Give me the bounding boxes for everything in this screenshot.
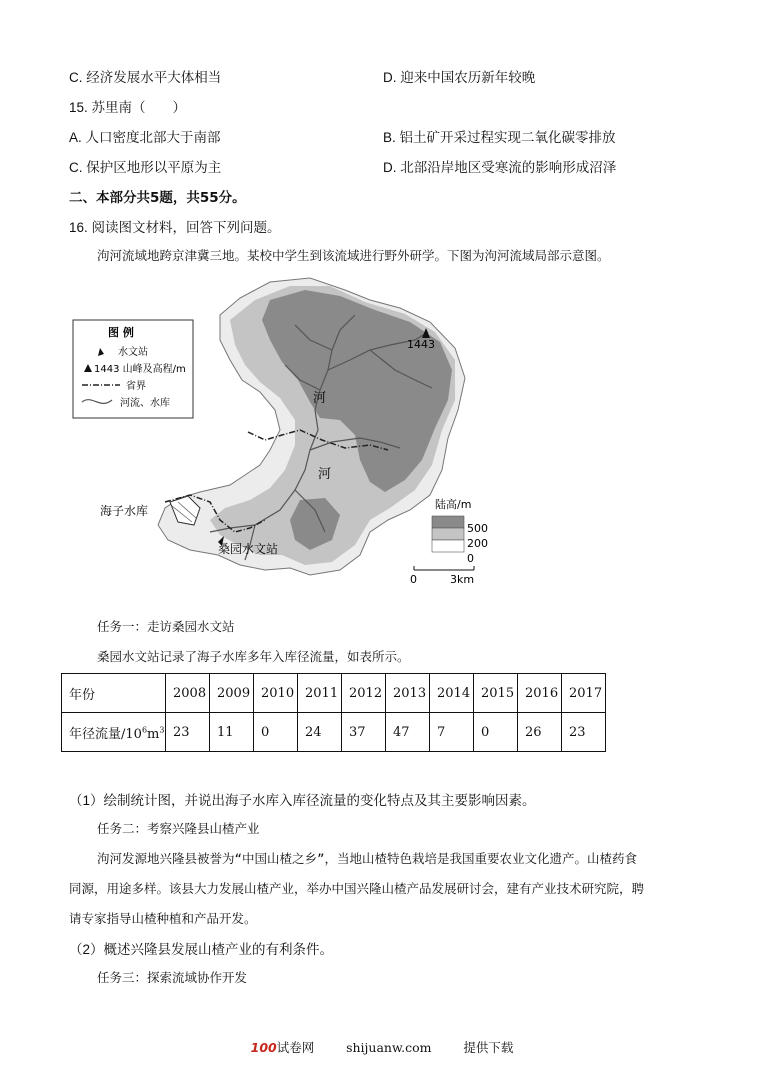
q15-option-d: D. 北部沿岸地区受寒流的影响形成沼泽	[383, 160, 617, 175]
scale-end: 3km	[450, 573, 475, 586]
table-row-flows	[62, 713, 606, 752]
flow-cell: 23	[166, 713, 210, 752]
task1-text: 桑园水文站记录了海子水库多年入库径流量，如表所示。	[97, 649, 410, 664]
page-footer	[0, 1038, 764, 1056]
task1-title: 任务一：走访桑园水文站	[97, 619, 235, 634]
q15-option-a: A. 人口密度北部大于南部	[69, 130, 221, 145]
scale-zero: 0	[410, 573, 417, 586]
q15-option-b: B. 铝土矿开采过程实现二氧化碳零排放	[383, 130, 616, 145]
elevation-500: 500	[467, 522, 488, 535]
peak-label: 1443	[407, 338, 435, 351]
year-cell: 2013	[386, 674, 430, 713]
task2-para-line3: 请专家指导山楂种植和产品开发。	[69, 911, 257, 926]
row-label-flow: 年径流量$/10^6m^3$	[62, 713, 166, 752]
q16-intro: 泃河流域地跨京津冀三地。某校中学生到该流域进行野外研学。下图为泃河流域局部示意图。	[97, 248, 610, 263]
watershed-map	[70, 270, 490, 595]
year-cell: 2009	[210, 674, 254, 713]
elevation-title: 陆高/m	[435, 498, 472, 511]
flow-cell: 47	[386, 713, 430, 752]
flow-cell: 24	[298, 713, 342, 752]
task3-title: 任务三：探索流域协作开发	[97, 970, 248, 985]
year-cell: 2011	[298, 674, 342, 713]
year-cell: 2012	[342, 674, 386, 713]
flow-cell: 37	[342, 713, 386, 752]
flow-cell: 11	[210, 713, 254, 752]
elevation-200: 200	[467, 537, 488, 550]
flow-cell: 23	[562, 713, 606, 752]
legend-river: 河流、水库	[120, 398, 170, 409]
year-cell: 2016	[518, 674, 562, 713]
site-domain[interactable]: shijuanw.com	[346, 1040, 432, 1055]
flow-cell: 26	[518, 713, 562, 752]
elevation-legend	[410, 497, 488, 586]
legend-border: 省界	[126, 381, 146, 392]
legend-peak: 1443 山峰及高程/m	[94, 364, 186, 375]
flow-cell: 7	[430, 713, 474, 752]
task2-title: 任务二：考察兴隆县山楂产业	[97, 821, 260, 836]
river-label-1: 河	[313, 391, 327, 406]
option-d-prev: D. 迎来中国农历新年较晚	[383, 70, 536, 85]
flow-cell: 0	[254, 713, 298, 752]
task2-para-line2: 同源，用途多样。该县大力发展山楂产业，举办中国兴隆山楂产品发展研讨会，建有产业技术研究院，聘	[69, 881, 645, 896]
site-name: 试卷网	[276, 1040, 315, 1055]
year-cell: 2017	[562, 674, 606, 713]
task2-para-line1: 泃河发源地兴隆县被誉为“中国山楂之乡”，当地山楂特色栽培是我国重要农业文化遗产。山楂药食	[97, 851, 638, 866]
legend-station: 水文站	[118, 347, 148, 358]
row-label-year: 年份	[62, 674, 166, 713]
sub-question-1: （1）绘制统计图，并说出海子水库入库径流量的变化特点及其主要影响因素。	[69, 793, 536, 808]
q15-option-c: C. 保护区地形以平原为主	[69, 160, 222, 175]
q15-stem: 15. 苏里南（ ）	[69, 100, 187, 115]
year-cell: 2015	[474, 674, 518, 713]
site-logo: 100	[250, 1040, 277, 1055]
legend-title: 图 例	[108, 326, 134, 339]
map-legend	[73, 320, 193, 418]
river-label-2: 河	[318, 467, 332, 482]
provide-download: 提供下载	[463, 1040, 514, 1055]
year-cell: 2010	[254, 674, 298, 713]
sub-question-2: （2）概述兴隆县发展山楂产业的有利条件。	[69, 942, 334, 957]
year-cell: 2008	[166, 674, 210, 713]
table-row-years	[62, 674, 606, 713]
runoff-table	[61, 673, 606, 752]
year-cell: 2014	[430, 674, 474, 713]
reservoir-label: 海子水库	[100, 504, 149, 518]
flow-cell: 0	[474, 713, 518, 752]
station-label: 桑园水文站	[218, 542, 279, 556]
elevation-0: 0	[467, 552, 474, 565]
option-c-prev: C. 经济发展水平大体相当	[69, 70, 222, 85]
section-heading: 二、本部分共5题，共55分。	[69, 190, 246, 206]
q16-stem: 16. 阅读图文材料，回答下列问题。	[69, 220, 281, 235]
